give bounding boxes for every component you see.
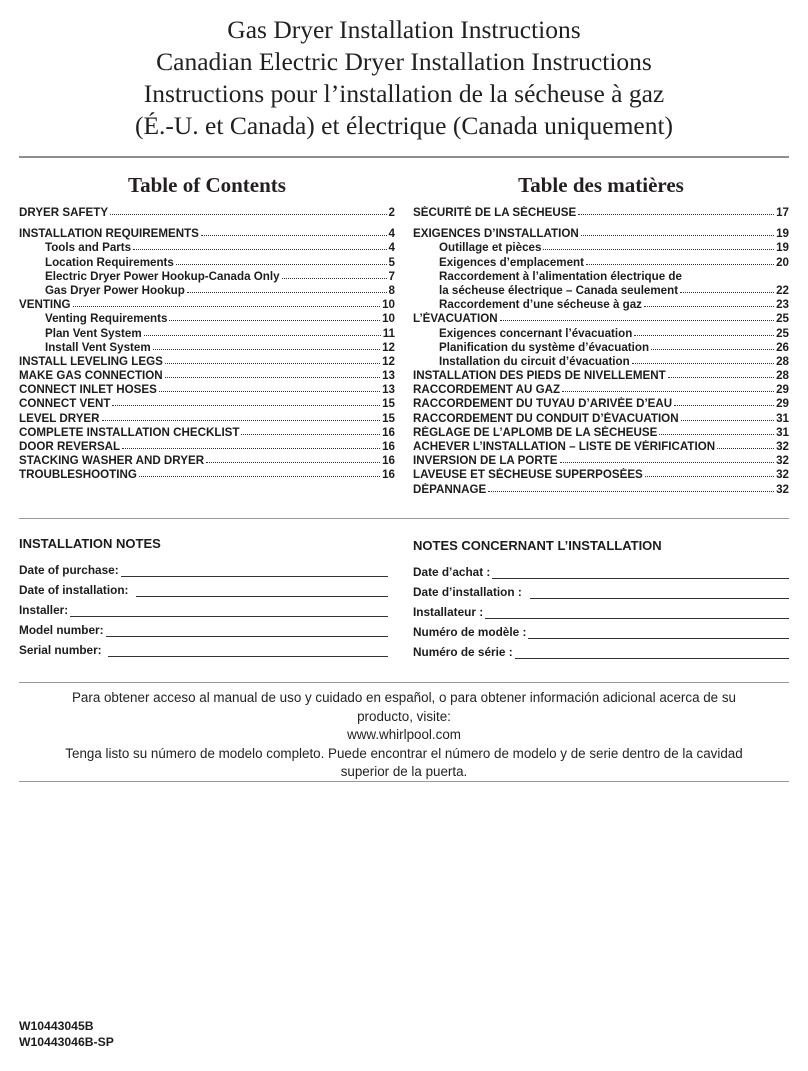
leader-dots bbox=[674, 397, 774, 406]
leader-dots bbox=[717, 440, 774, 449]
note-field-date-achat[interactable] bbox=[413, 559, 789, 579]
leader-dots bbox=[110, 206, 386, 215]
toc-english-title: Table of Contents bbox=[128, 173, 286, 197]
toc-item-page: 16 bbox=[382, 425, 395, 439]
toc-item-page: 19 bbox=[776, 227, 789, 241]
leader-dots bbox=[73, 298, 381, 307]
toc-item-page: 2 bbox=[388, 206, 395, 219]
leader-dots bbox=[187, 284, 387, 293]
toc-english-list bbox=[19, 206, 395, 483]
document-numbers bbox=[19, 1018, 114, 1050]
toc-item-page: 15 bbox=[382, 397, 395, 411]
toc-item-page: 12 bbox=[382, 340, 395, 354]
toc-item-label: ACHEVER L’INSTALLATION – LISTE DE VÉRIFICATION bbox=[413, 440, 716, 453]
leader-dots bbox=[144, 327, 381, 336]
fill-in-line[interactable] bbox=[485, 606, 789, 619]
toc-item-label: TROUBLESHOOTING bbox=[19, 468, 137, 482]
toc-item[interactable] bbox=[19, 412, 395, 426]
fill-in-line[interactable] bbox=[70, 604, 388, 617]
note-field-date-installation[interactable] bbox=[413, 579, 789, 599]
toc-item-page: 5 bbox=[388, 255, 395, 269]
leader-dots bbox=[562, 383, 774, 392]
fill-in-line[interactable] bbox=[108, 644, 388, 657]
toc-item-page: 25 bbox=[776, 326, 789, 340]
toc-subitem[interactable] bbox=[19, 327, 395, 341]
leader-dots bbox=[282, 270, 387, 279]
toc-item-page: 26 bbox=[776, 340, 789, 354]
toc-item[interactable] bbox=[413, 426, 789, 440]
doc-number: W10443046B-SP bbox=[19, 1035, 114, 1049]
toc-item[interactable] bbox=[19, 206, 395, 220]
note-field-model-number[interactable] bbox=[19, 617, 388, 637]
toc-subitem[interactable] bbox=[413, 355, 789, 369]
leader-dots bbox=[112, 397, 380, 406]
leader-dots bbox=[668, 369, 774, 378]
note-label: Installer: bbox=[19, 603, 69, 617]
fill-in-line[interactable] bbox=[106, 624, 388, 637]
fill-in-line[interactable] bbox=[492, 566, 789, 579]
toc-item-label: Outillage et pièces bbox=[439, 241, 542, 255]
toc-item-page: 32 bbox=[776, 482, 789, 496]
leader-dots bbox=[133, 241, 386, 250]
toc-item-page: 13 bbox=[382, 383, 395, 397]
note-label: Date d’installation : bbox=[413, 585, 522, 599]
spanish-line-3: Tenga listo su número de modelo completo. Puede encontrar el número de modelo y de serie dentro de la cavidad bbox=[65, 745, 743, 761]
fill-in-line[interactable] bbox=[528, 626, 789, 639]
toc-item-page: 19 bbox=[776, 241, 789, 255]
toc-item[interactable] bbox=[19, 383, 395, 397]
toc-item[interactable] bbox=[413, 468, 789, 482]
toc-item-label: L’ÉVACUATION bbox=[413, 312, 498, 326]
website-link[interactable]: www.whirlpool.com bbox=[347, 727, 461, 742]
toc-item-page: 31 bbox=[776, 411, 789, 425]
toc-item[interactable] bbox=[19, 440, 395, 454]
toc-item[interactable] bbox=[19, 454, 395, 468]
toc-english bbox=[19, 172, 395, 483]
toc-item[interactable] bbox=[413, 397, 789, 411]
leader-dots bbox=[169, 312, 380, 321]
toc-subitem[interactable] bbox=[413, 298, 789, 312]
toc-item-label: STACKING WASHER AND DRYER bbox=[19, 454, 205, 468]
toc-item-label: VENTING bbox=[19, 298, 71, 312]
toc-item-label: Raccordement à l’alimentation électrique de bbox=[439, 269, 682, 283]
spanish-line-4: superior de la puerta. bbox=[340, 764, 468, 779]
toc-item-label: DÉPANNAGE bbox=[413, 482, 487, 496]
note-field-serial-number[interactable] bbox=[19, 637, 388, 657]
note-label: Date of installation: bbox=[19, 583, 129, 597]
leader-dots bbox=[680, 284, 774, 293]
toc-item[interactable] bbox=[413, 454, 789, 468]
note-field-date-of-installation[interactable] bbox=[19, 577, 388, 597]
toc-item[interactable] bbox=[413, 412, 789, 426]
toc-item-page: 32 bbox=[776, 468, 789, 482]
note-field-numero-modele[interactable] bbox=[413, 619, 789, 639]
toc-item-label: Raccordement d’une sécheuse à gaz bbox=[439, 298, 642, 312]
leader-dots bbox=[165, 355, 380, 364]
toc-item-label: RACCORDEMENT DU TUYAU D’ARIVÉE D’EAU bbox=[413, 397, 673, 411]
toc-subitem[interactable] bbox=[413, 284, 789, 298]
toc-divider bbox=[19, 518, 789, 519]
toc-item-page: 23 bbox=[776, 298, 789, 312]
toc-item-page: 11 bbox=[382, 326, 395, 340]
toc-item-label: la sécheuse électrique – Canada seulement bbox=[439, 283, 679, 297]
toc-item-label: LAVEUSE ET SÉCHEUSE SUPERPOSÉES bbox=[413, 468, 643, 482]
toc-item[interactable] bbox=[413, 440, 789, 454]
leader-dots bbox=[165, 369, 380, 378]
toc-item-label: DOOR REVERSAL bbox=[19, 440, 121, 453]
toc-item-label: Venting Requirements bbox=[45, 312, 168, 326]
leader-dots bbox=[578, 206, 774, 215]
toc-item-page: 32 bbox=[776, 454, 789, 468]
leader-dots bbox=[659, 426, 774, 435]
doc-number: W10443045B bbox=[19, 1019, 94, 1033]
toc-subitem[interactable] bbox=[19, 270, 395, 284]
toc-item-page: 16 bbox=[382, 468, 395, 482]
leader-dots bbox=[102, 412, 381, 421]
toc-item-label: CONNECT INLET HOSES bbox=[19, 383, 157, 397]
toc-item-label: MAKE GAS CONNECTION bbox=[19, 369, 163, 383]
toc-item[interactable] bbox=[413, 312, 789, 326]
toc-item-label: INSTALLATION REQUIREMENTS bbox=[19, 227, 199, 241]
toc-item-label: SÉCURITÉ DE LA SÉCHEUSE bbox=[413, 206, 577, 219]
bottom-divider bbox=[19, 781, 789, 782]
toc-item-label: RACCORDEMENT AU GAZ bbox=[413, 383, 561, 397]
leader-dots bbox=[139, 468, 380, 477]
toc-subitem[interactable] bbox=[413, 341, 789, 355]
note-label: Installateur : bbox=[413, 605, 484, 619]
spanish-line-1: Para obtener acceso al manual de uso y cuidado en español, o para obtener información adicional acerca de su bbox=[71, 690, 736, 705]
leader-dots bbox=[201, 227, 387, 236]
toc-item-page: 4 bbox=[388, 241, 395, 255]
toc-item-page: 8 bbox=[388, 283, 395, 297]
toc-subitem[interactable] bbox=[19, 256, 395, 270]
note-label: Numéro de série : bbox=[413, 645, 513, 659]
toc-item-page: 29 bbox=[776, 383, 789, 397]
title-divider bbox=[19, 156, 789, 158]
installation-notes-french bbox=[413, 539, 789, 659]
toc-subitem[interactable] bbox=[19, 341, 395, 355]
title-line-3: Instructions pour l’installation de la sécheuse à gaz bbox=[143, 79, 665, 108]
toc-french-title: Table des matières bbox=[518, 173, 684, 197]
leader-dots bbox=[632, 355, 774, 364]
toc-item-page: 4 bbox=[388, 227, 395, 241]
toc-item[interactable] bbox=[413, 369, 789, 383]
toc-item[interactable] bbox=[413, 483, 789, 497]
toc-french bbox=[413, 172, 789, 497]
toc-item-label: LEVEL DRYER bbox=[19, 411, 100, 425]
note-label: Date of purchase: bbox=[19, 563, 119, 577]
leader-dots bbox=[560, 454, 775, 463]
toc-item-page: 12 bbox=[382, 354, 395, 368]
toc-item-page: 28 bbox=[776, 354, 789, 368]
toc-item[interactable] bbox=[413, 383, 789, 397]
toc-item-page: 7 bbox=[388, 269, 395, 283]
installation-notes-english bbox=[19, 537, 388, 657]
toc-item-label: Planification du système d’évacuation bbox=[439, 340, 650, 354]
leader-dots bbox=[681, 412, 775, 421]
toc-item-label: Gas Dryer Power Hookup bbox=[45, 283, 185, 297]
leader-dots bbox=[644, 298, 774, 307]
toc-item-page: 32 bbox=[776, 440, 789, 453]
toc-item-label: RÉGLAGE DE L’APLOMB DE LA SÉCHEUSE bbox=[413, 425, 658, 439]
leader-dots bbox=[153, 341, 380, 350]
toc-item-label: CONNECT VENT bbox=[19, 397, 111, 411]
note-field-installateur[interactable] bbox=[413, 599, 789, 619]
toc-item-page: 25 bbox=[776, 312, 789, 326]
toc-item-page: 31 bbox=[776, 425, 789, 439]
fill-in-line[interactable] bbox=[136, 584, 388, 597]
toc-item-label: DRYER SAFETY bbox=[19, 206, 109, 219]
toc-subitem[interactable] bbox=[413, 327, 789, 341]
note-label: Numéro de modèle : bbox=[413, 625, 527, 639]
leader-dots bbox=[634, 327, 774, 336]
toc-item[interactable] bbox=[19, 227, 395, 241]
toc-item-label: Plan Vent System bbox=[45, 326, 142, 340]
toc-subitem[interactable] bbox=[19, 312, 395, 326]
toc-item-label: Electric Dryer Power Hookup-Canada Only bbox=[45, 269, 280, 283]
toc-item[interactable] bbox=[19, 369, 395, 383]
toc-item-label: Tools and Parts bbox=[45, 241, 132, 255]
toc-item[interactable] bbox=[19, 468, 395, 482]
leader-dots bbox=[122, 440, 380, 449]
fill-in-line[interactable] bbox=[515, 646, 789, 659]
toc-item[interactable] bbox=[19, 397, 395, 411]
toc-item-page: 10 bbox=[382, 298, 395, 312]
notes-title: NOTES CONCERNANT L’INSTALLATION bbox=[413, 538, 662, 553]
document-title bbox=[0, 14, 808, 142]
leader-dots bbox=[176, 256, 387, 265]
note-field-installer[interactable] bbox=[19, 597, 388, 617]
toc-subitem[interactable] bbox=[413, 241, 789, 255]
fill-in-line[interactable] bbox=[530, 586, 789, 599]
toc-item-page: 28 bbox=[776, 369, 789, 383]
notes-title: INSTALLATION NOTES bbox=[19, 536, 161, 551]
toc-subitem[interactable] bbox=[413, 256, 789, 270]
toc-item-page: 16 bbox=[382, 440, 395, 453]
toc-item-label: Exigences d’emplacement bbox=[439, 255, 584, 269]
toc-item[interactable] bbox=[19, 355, 395, 369]
leader-dots bbox=[206, 454, 380, 463]
toc-item-label: Exigences concernant l’évacuation bbox=[439, 326, 633, 340]
toc-item-label: Install Vent System bbox=[45, 340, 151, 354]
toc-item-page: 22 bbox=[776, 283, 789, 297]
leader-dots bbox=[500, 312, 775, 321]
title-line-2: Canadian Electric Dryer Installation Instructions bbox=[156, 47, 652, 76]
fill-in-line[interactable] bbox=[121, 564, 388, 577]
toc-item-page: 13 bbox=[382, 369, 395, 383]
toc-subitem[interactable] bbox=[19, 284, 395, 298]
leader-dots bbox=[159, 383, 380, 392]
spanish-info bbox=[19, 689, 789, 782]
spanish-line-2: producto, visite: bbox=[357, 708, 451, 724]
toc-item-label: RACCORDEMENT DU CONDUIT D’ÉVACUATION bbox=[413, 411, 679, 425]
toc-item-page: 29 bbox=[776, 397, 789, 411]
note-label: Date d’achat : bbox=[413, 565, 491, 579]
note-field-numero-serie[interactable] bbox=[413, 639, 789, 659]
toc-subitem[interactable] bbox=[413, 270, 789, 284]
notes-divider bbox=[19, 682, 789, 683]
title-line-1: Gas Dryer Installation Instructions bbox=[227, 15, 581, 44]
toc-item-page: 20 bbox=[776, 255, 789, 269]
toc-item[interactable] bbox=[19, 426, 395, 440]
toc-item-label: COMPLETE INSTALLATION CHECKLIST bbox=[19, 425, 240, 439]
toc-item-page: 17 bbox=[776, 206, 789, 219]
title-line-4: (É.-U. et Canada) et électrique (Canada uniquement) bbox=[134, 111, 674, 140]
toc-french-list bbox=[413, 206, 789, 497]
leader-dots bbox=[586, 256, 774, 265]
toc-item-label: Installation du circuit d’évacuation bbox=[439, 354, 630, 368]
toc-item-label: EXIGENCES D’INSTALLATION bbox=[413, 227, 579, 241]
leader-dots bbox=[645, 468, 774, 477]
toc-item-label: INSTALL LEVELING LEGS bbox=[19, 354, 163, 368]
note-label: Model number: bbox=[19, 623, 104, 637]
leader-dots bbox=[581, 227, 774, 236]
leader-dots bbox=[488, 483, 774, 492]
leader-dots bbox=[241, 426, 380, 435]
note-label: Serial number: bbox=[19, 643, 102, 657]
toc-item-label: Location Requirements bbox=[45, 255, 174, 269]
toc-item-page: 16 bbox=[382, 454, 395, 468]
toc-item-label: INVERSION DE LA PORTE bbox=[413, 454, 558, 468]
toc-item[interactable] bbox=[19, 298, 395, 312]
toc-item[interactable] bbox=[413, 206, 789, 220]
leader-dots bbox=[543, 241, 774, 250]
leader-dots bbox=[651, 341, 774, 350]
note-field-date-of-purchase[interactable] bbox=[19, 557, 388, 577]
toc-item-label: INSTALLATION DES PIEDS DE NIVELLEMENT bbox=[413, 369, 666, 383]
toc-subitem[interactable] bbox=[19, 241, 395, 255]
toc-item-page: 10 bbox=[382, 312, 395, 326]
toc-item-page: 15 bbox=[382, 411, 395, 425]
toc-item[interactable] bbox=[413, 227, 789, 241]
